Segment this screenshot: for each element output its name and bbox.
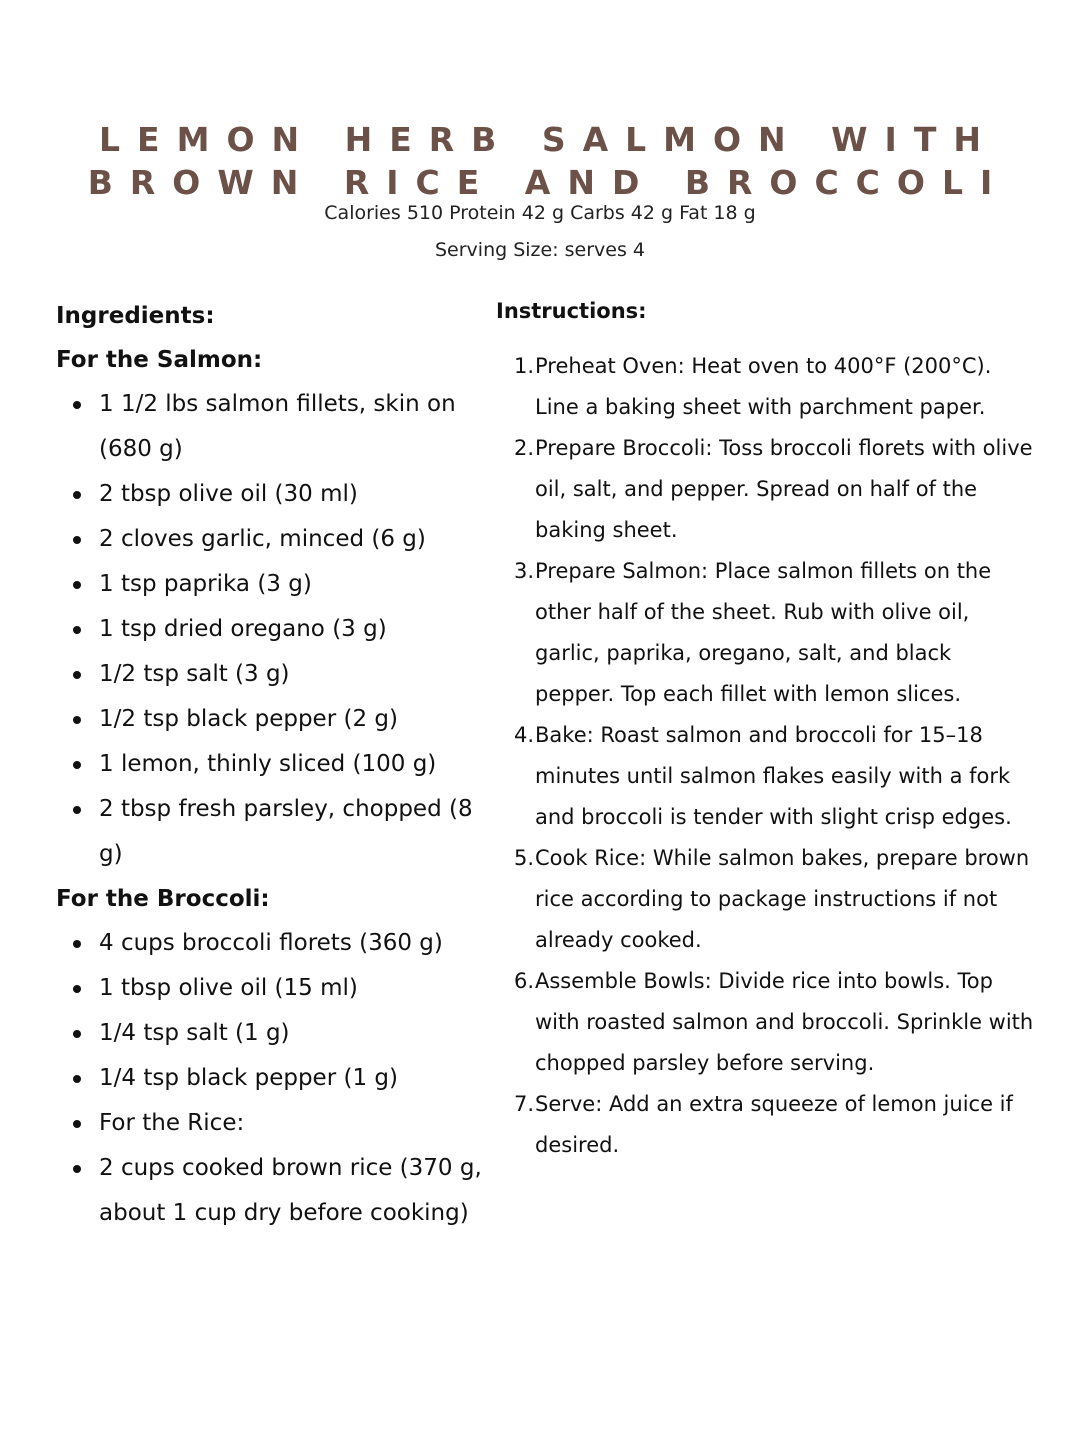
nutrition-facts: Calories 510 Protein 42 g Carbs 42 g Fat 18 g (324, 202, 756, 224)
bullet-icon (73, 536, 81, 544)
list-item: 1 tsp dried oregano (3 g) (56, 607, 496, 652)
bullet-icon (73, 1030, 81, 1038)
bullet-icon (73, 940, 81, 948)
bullet-icon (73, 761, 81, 769)
broccoli-heading: For the Broccoli: (56, 886, 270, 912)
recipe-title-line-2: BROWN RICE AND BROCCOLI (87, 163, 1010, 202)
bullet-icon (73, 1165, 81, 1173)
step-text: Serve: Add an extra squeeze of lemon juice if desired. (535, 1092, 1013, 1157)
list-item: For the Rice: (56, 1101, 496, 1146)
step-number: 3. (513, 559, 534, 583)
instructions-section (496, 294, 1036, 1166)
step-number: 2. (513, 436, 534, 460)
list-item: 2 cups cooked brown rice (370 g, about 1 cup dry before cooking) (56, 1146, 496, 1236)
step-text: Prepare Salmon: Place salmon fillets on the other half of the sheet. Rub with olive oil, garlic, paprika, oregano, salt, and black pepper. Top each fillet with lemon slices. (535, 559, 992, 706)
ingredients-heading: Ingredients: (56, 303, 215, 329)
instructions-heading: Instructions: (496, 299, 647, 323)
recipe-title-line-1: LEMON HERB SALMON WITH (99, 120, 998, 159)
step-number: 4. (513, 723, 534, 747)
serving-size: Serving Size: serves 4 (434, 239, 646, 261)
bullet-icon (73, 716, 81, 724)
recipe-title (0, 118, 1080, 204)
instruction-step (496, 838, 1036, 961)
salmon-heading: For the Salmon: (56, 347, 263, 373)
bullet-icon (73, 671, 81, 679)
list-item: 1/4 tsp black pepper (1 g) (56, 1056, 496, 1101)
step-text: Cook Rice: While salmon bakes, prepare brown rice according to package instructions if not already cooked. (535, 846, 1030, 952)
bullet-icon (73, 401, 81, 409)
step-text: Bake: Roast salmon and broccoli for 15–18 minutes until salmon flakes easily with a fork and broccoli is tender with slight crisp edges. (535, 723, 1012, 829)
bullet-icon (73, 626, 81, 634)
list-item: 1 lemon, thinly sliced (100 g) (56, 742, 496, 787)
instruction-step (496, 961, 1036, 1084)
bullet-icon (73, 491, 81, 499)
list-item: 1/2 tsp black pepper (2 g) (56, 697, 496, 742)
bullet-icon (73, 1075, 81, 1083)
instruction-steps (496, 346, 1036, 1166)
list-item: 1 tsp paprika (3 g) (56, 562, 496, 607)
step-text: Prepare Broccoli: Toss broccoli florets with olive oil, salt, and pepper. Spread on half of the baking sheet. (535, 436, 1033, 542)
step-text: Preheat Oven: Heat oven to 400°F (200°C). Line a baking sheet with parchment paper. (535, 354, 992, 419)
bullet-icon (73, 1120, 81, 1128)
step-number: 7. (513, 1092, 534, 1116)
list-item: 1/4 tsp salt (1 g) (56, 1011, 496, 1056)
list-item: 2 tbsp fresh parsley, chopped (8 g) (56, 787, 496, 877)
bullet-icon (73, 581, 81, 589)
instruction-step (496, 551, 1036, 715)
list-item: 2 cloves garlic, minced (6 g) (56, 517, 496, 562)
instruction-step (496, 428, 1036, 551)
step-number: 6. (513, 969, 534, 993)
step-number: 5. (513, 846, 534, 870)
bullet-icon (73, 806, 81, 814)
instruction-step (496, 346, 1036, 428)
list-item: 1 tbsp olive oil (15 ml) (56, 966, 496, 1011)
list-item: 1/2 tsp salt (3 g) (56, 652, 496, 697)
instruction-step (496, 1084, 1036, 1166)
step-number: 1. (513, 354, 534, 378)
list-item: 1 1/2 lbs salmon fillets, skin on (680 g) (56, 382, 496, 472)
instruction-step (496, 715, 1036, 838)
list-item: 4 cups broccoli florets (360 g) (56, 921, 496, 966)
list-item: 2 tbsp olive oil (30 ml) (56, 472, 496, 517)
step-text: Assemble Bowls: Divide rice into bowls. Top with roasted salmon and broccoli. Sprinkle with chopped parsley before serving. (535, 969, 1034, 1075)
broccoli-ingredient-list (56, 921, 496, 1236)
salmon-ingredient-list (56, 382, 496, 877)
bullet-icon (73, 985, 81, 993)
ingredients-section (56, 294, 496, 1236)
